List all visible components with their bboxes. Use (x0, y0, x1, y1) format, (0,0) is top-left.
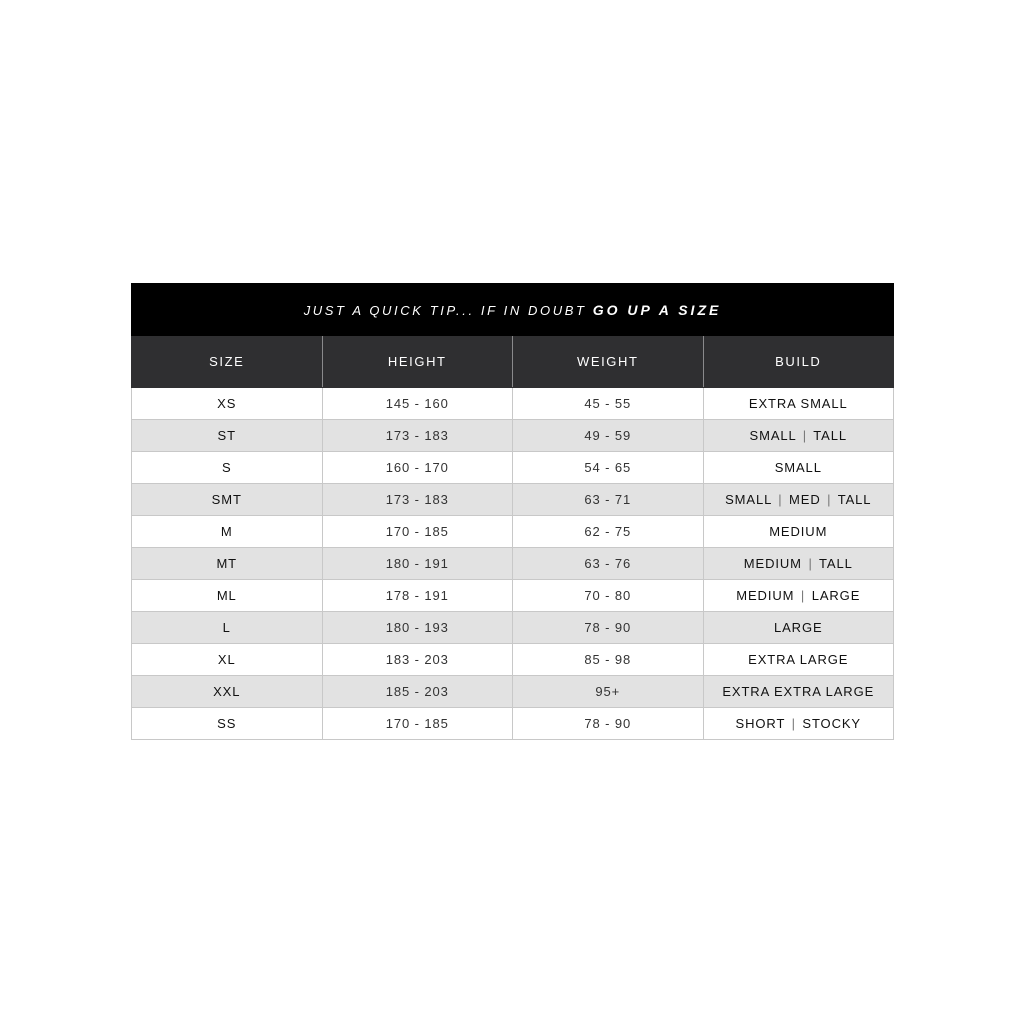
build-term: LARGE (811, 588, 861, 603)
table-row (132, 516, 894, 548)
size-cell: XL (132, 644, 323, 676)
build-cell (703, 516, 894, 548)
build-term: TALL (819, 556, 853, 571)
build-cell (703, 484, 894, 516)
weight-cell: 54 - 65 (513, 452, 704, 484)
table-row (132, 388, 894, 420)
build-cell (703, 676, 894, 708)
height-cell: 183 - 203 (322, 644, 513, 676)
build-cell (703, 612, 894, 644)
height-cell: 173 - 183 (322, 420, 513, 452)
build-term: TALL (813, 428, 847, 443)
height-cell: 170 - 185 (322, 516, 513, 548)
height-cell: 145 - 160 (322, 388, 513, 420)
height-cell: 178 - 191 (322, 580, 513, 612)
size-cell: L (132, 612, 323, 644)
tip-banner (132, 284, 894, 336)
tip-banner-cell (132, 284, 894, 336)
build-term: MEDIUM (736, 588, 795, 603)
column-header-row (132, 336, 894, 388)
build-separator: | (800, 588, 806, 603)
weight-cell: 85 - 98 (513, 644, 704, 676)
size-cell: SS (132, 708, 323, 740)
build-separator: | (791, 716, 796, 731)
size-chart-table (131, 283, 894, 740)
size-chart-body (132, 388, 894, 740)
build-cell (703, 420, 894, 452)
column-header-height: HEIGHT (322, 336, 513, 388)
tip-text: JUST A QUICK TIP... IF IN DOUBT (303, 302, 587, 318)
height-cell: 180 - 191 (322, 548, 513, 580)
table-row (132, 644, 894, 676)
build-cell (703, 644, 894, 676)
size-cell: XXL (132, 676, 323, 708)
build-term: TALL (837, 492, 872, 507)
column-header-build: BUILD (703, 336, 894, 388)
build-separator: | (778, 492, 783, 507)
table-row (132, 580, 894, 612)
size-cell: ML (132, 580, 323, 612)
build-separator: | (827, 492, 832, 507)
build-term: MEDIUM (743, 556, 802, 571)
table-row (132, 420, 894, 452)
height-cell: 160 - 170 (322, 452, 513, 484)
table-row (132, 676, 894, 708)
build-term: SMALL (725, 492, 772, 507)
table-row (132, 548, 894, 580)
table-row (132, 612, 894, 644)
tip-emphasis: GO UP A SIZE (592, 301, 722, 318)
size-cell: MT (132, 548, 323, 580)
weight-cell: 62 - 75 (513, 516, 704, 548)
column-header-size: SIZE (132, 336, 323, 388)
weight-cell: 70 - 80 (513, 580, 704, 612)
table-row (132, 484, 894, 516)
size-cell: M (132, 516, 323, 548)
build-term: MED (789, 492, 821, 507)
table-row (132, 708, 894, 740)
weight-cell: 78 - 90 (513, 612, 704, 644)
build-separator: | (802, 428, 807, 443)
height-cell: 173 - 183 (322, 484, 513, 516)
build-cell (703, 580, 894, 612)
build-cell (703, 388, 894, 420)
build-separator: | (808, 556, 813, 571)
weight-cell: 49 - 59 (513, 420, 704, 452)
build-term: LARGE (773, 620, 823, 635)
height-cell: 170 - 185 (322, 708, 513, 740)
table-row (132, 452, 894, 484)
height-cell: 180 - 193 (322, 612, 513, 644)
build-cell (703, 452, 894, 484)
height-cell: 185 - 203 (322, 676, 513, 708)
build-term: SMALL (774, 460, 822, 475)
build-term: SHORT (735, 716, 786, 731)
weight-cell: 78 - 90 (513, 708, 704, 740)
column-header-weight: WEIGHT (513, 336, 704, 388)
build-term: SMALL (749, 428, 797, 443)
weight-cell: 95+ (513, 676, 704, 708)
build-cell (703, 708, 894, 740)
build-cell (703, 548, 894, 580)
weight-cell: 63 - 76 (513, 548, 704, 580)
weight-cell: 63 - 71 (513, 484, 704, 516)
build-term: EXTRA LARGE (748, 652, 849, 667)
size-cell: SMT (132, 484, 323, 516)
build-term: MEDIUM (769, 524, 828, 539)
weight-cell: 45 - 55 (513, 388, 704, 420)
size-cell: S (132, 452, 323, 484)
build-term: STOCKY (802, 716, 861, 731)
size-cell: XS (132, 388, 323, 420)
build-term: EXTRA EXTRA LARGE (722, 684, 875, 699)
size-cell: ST (132, 420, 323, 452)
build-term: EXTRA SMALL (748, 396, 848, 411)
